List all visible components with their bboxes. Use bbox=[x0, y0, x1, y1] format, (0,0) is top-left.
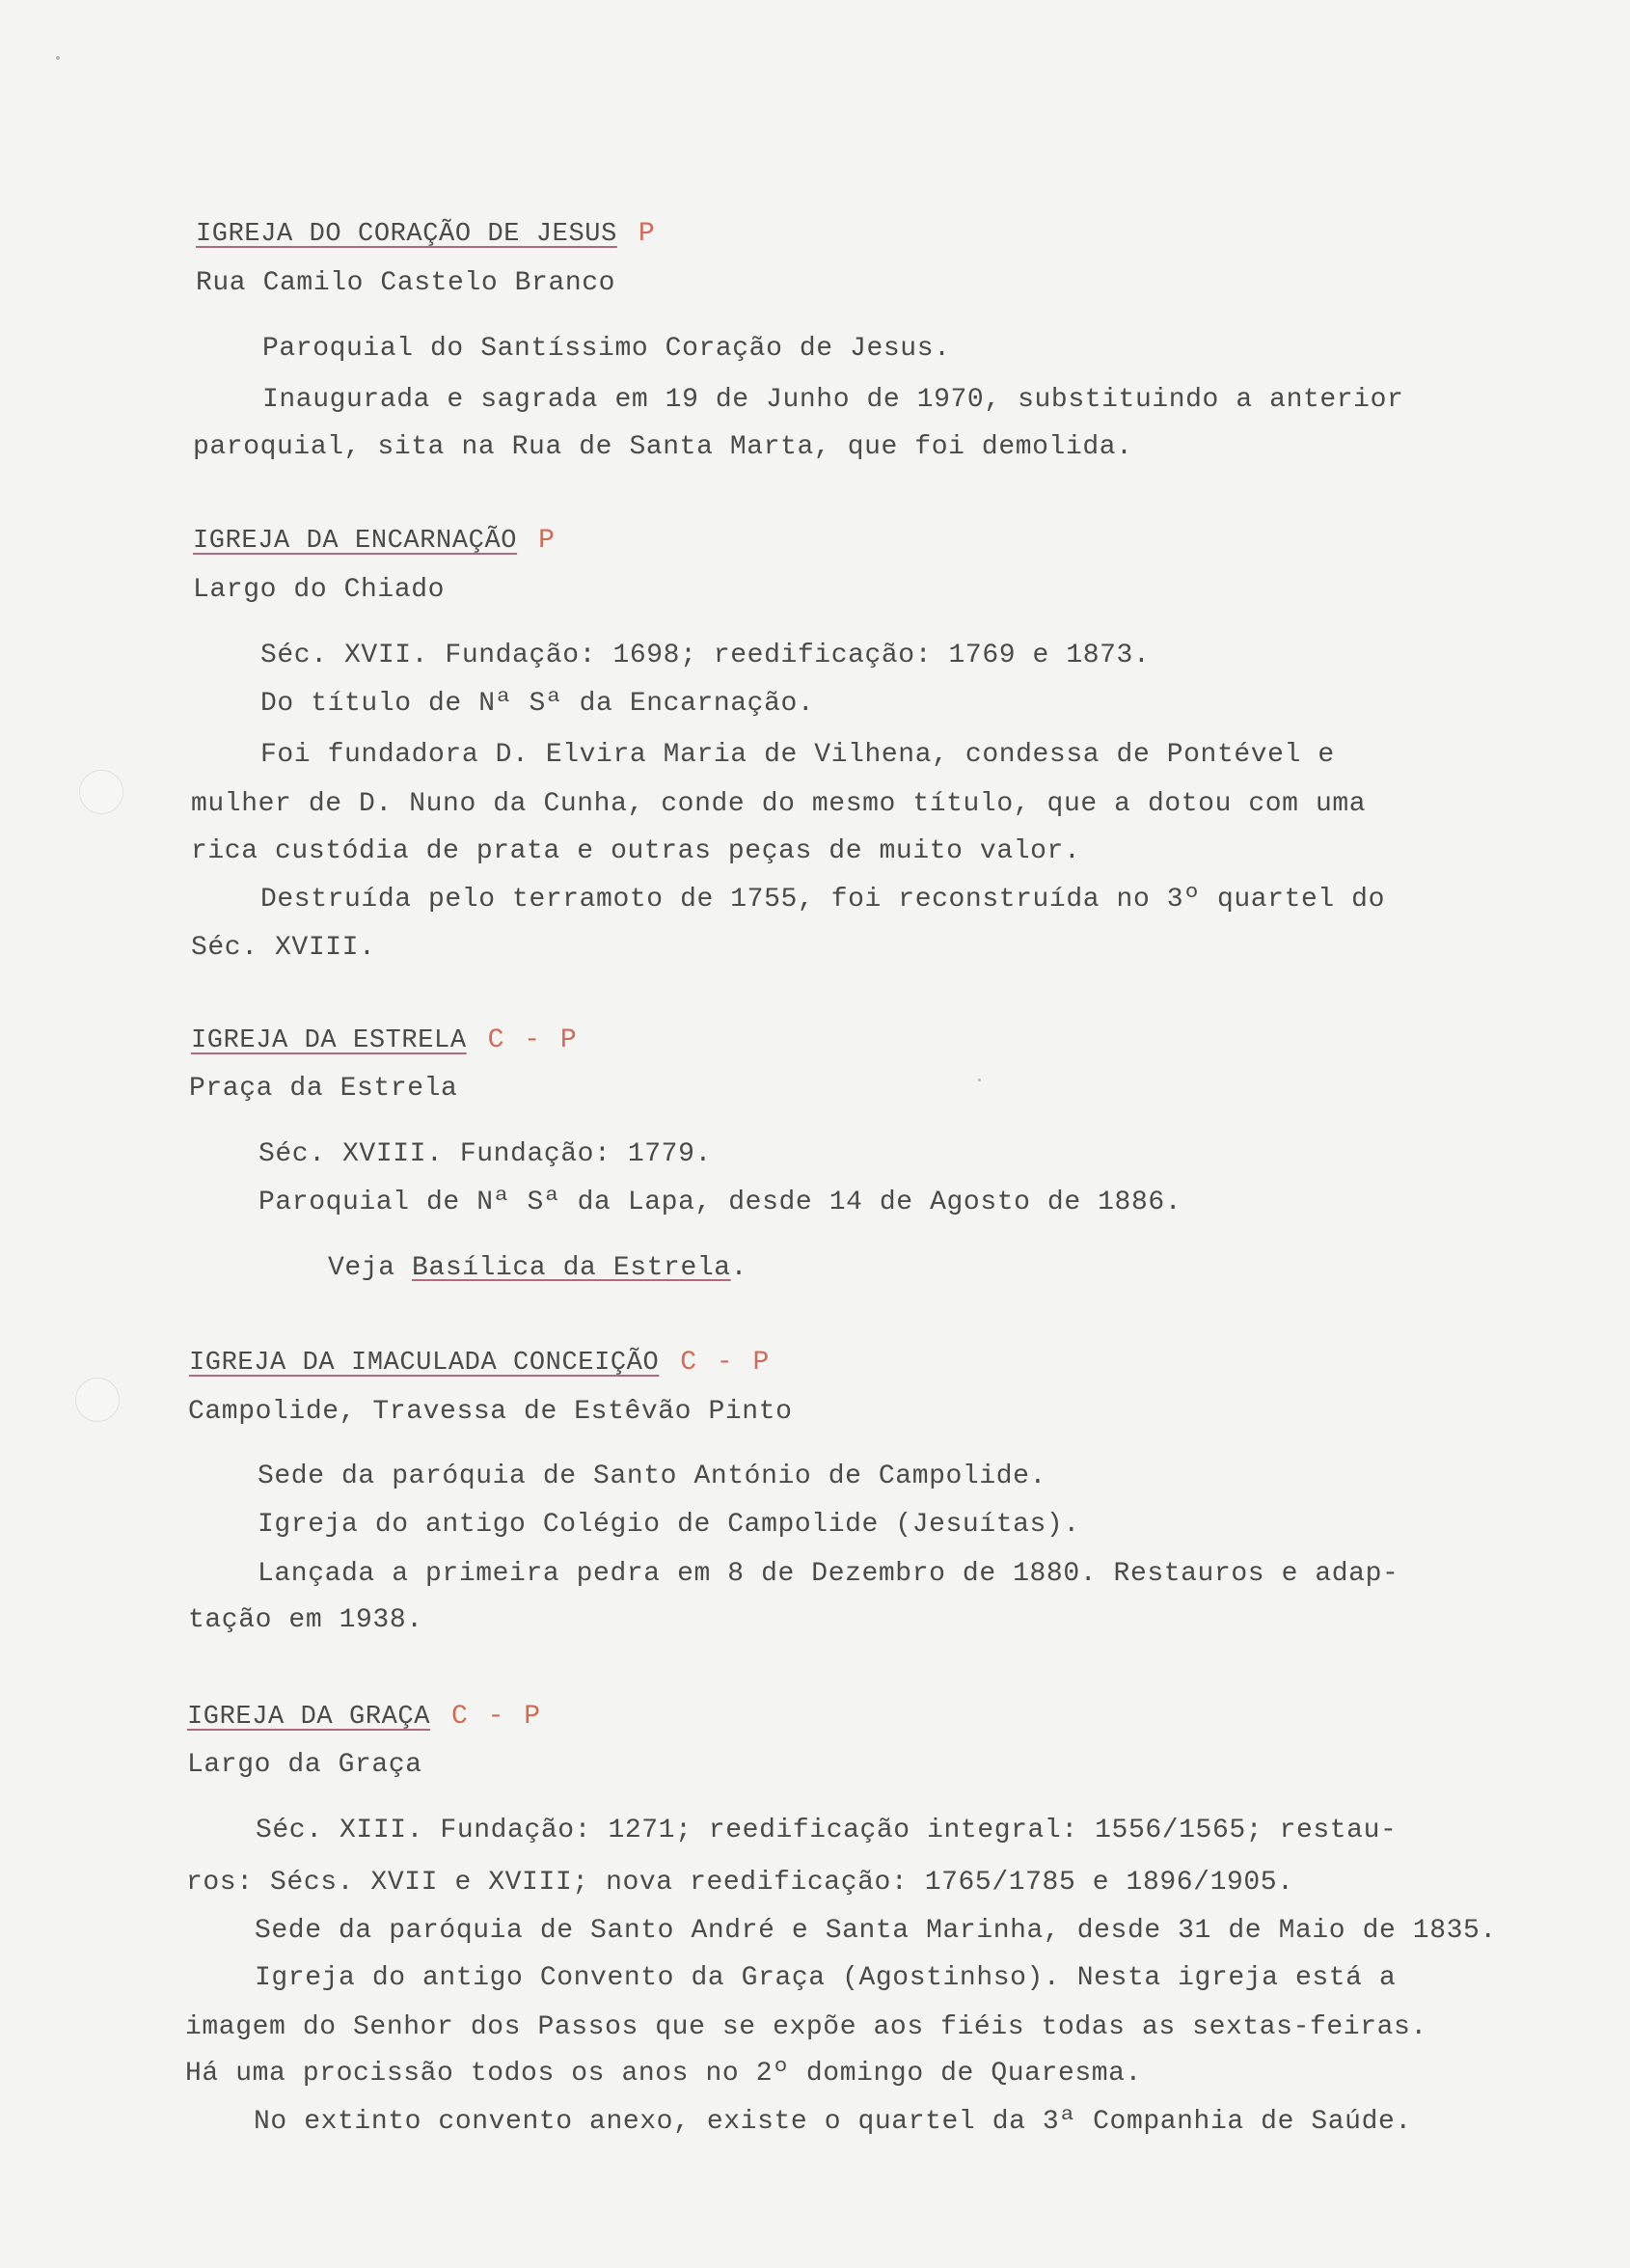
body-line: Paroquial de Nª Sª da Lapa, desde 14 de Agosto de 1886. bbox=[258, 1188, 1182, 1217]
body-line: mulher de D. Nuno da Cunha, conde do mesmo título, que a dotou com uma bbox=[191, 789, 1367, 819]
body-line: Do título de Nª Sª da Encarnação. bbox=[260, 689, 815, 719]
church-address: Largo do Chiado bbox=[193, 575, 446, 605]
paper-speck bbox=[56, 56, 60, 60]
category-code: P bbox=[538, 526, 557, 556]
see-prefix: Veja bbox=[328, 1253, 413, 1283]
see-link[interactable]: Basílica da Estrela bbox=[412, 1253, 731, 1283]
body-line: No extinto convento anexo, existe o quartel da 3ª Companhia de Saúde. bbox=[254, 2107, 1412, 2137]
entry-heading bbox=[196, 218, 657, 251]
body-line: ros: Sécs. XVII e XVIII; nova reedificação: 1765/1785 e 1896/1905. bbox=[186, 1868, 1294, 1898]
church-title: IGREJA DA GRAÇA bbox=[187, 1703, 431, 1732]
body-line: Séc. XVIII. Fundação: 1779. bbox=[258, 1139, 712, 1169]
body-line: Sede da paróquia de Santo António de Campolide. bbox=[258, 1462, 1046, 1491]
body-line: Há uma procissão todos os anos no 2º domingo de Quaresma. bbox=[185, 2059, 1142, 2089]
church-title: IGREJA DO CORAÇÃO DE JESUS bbox=[196, 220, 617, 249]
body-line: Séc. XVIII. bbox=[191, 933, 376, 963]
entry-heading bbox=[191, 1025, 579, 1057]
body-line: Igreja do antigo Convento da Graça (Agostinhso). Nesta igreja está a bbox=[255, 1963, 1397, 1993]
punch-hole bbox=[75, 1378, 120, 1422]
body-line: Destruída pelo terramoto de 1755, foi reconstruída no 3º quartel do bbox=[260, 885, 1385, 915]
church-title: IGREJA DA IMACULADA CONCEIÇÃO bbox=[189, 1349, 660, 1378]
church-title: IGREJA DA ENCARNAÇÃO bbox=[193, 527, 518, 556]
entry-heading bbox=[193, 525, 557, 558]
entry-heading bbox=[187, 1701, 542, 1734]
body-line: tação em 1938. bbox=[188, 1605, 423, 1635]
entry-heading bbox=[189, 1347, 771, 1380]
body-line: Sede da paróquia de Santo André e Santa Marinha, desde 31 de Maio de 1835. bbox=[255, 1916, 1497, 1946]
body-line: Séc. XVII. Fundação: 1698; reedificação: 1769 e 1873. bbox=[260, 641, 1151, 670]
body-line: paroquial, sita na Rua de Santa Marta, que foi demolida. bbox=[193, 432, 1133, 462]
body-line: Paroquial do Santíssimo Coração de Jesus. bbox=[262, 334, 951, 364]
church-address: Rua Camilo Castelo Branco bbox=[196, 268, 616, 298]
category-code: P bbox=[638, 219, 657, 249]
church-address: Praça da Estrela bbox=[189, 1074, 458, 1104]
cross-reference bbox=[328, 1252, 747, 1285]
body-line: Inaugurada e sagrada em 19 de Junho de 1970, substituindo a anterior bbox=[262, 385, 1404, 415]
category-code: C - P bbox=[487, 1025, 579, 1055]
body-line: Séc. XIII. Fundação: 1271; reedificação integral: 1556/1565; restau- bbox=[256, 1816, 1398, 1845]
see-suffix: . bbox=[730, 1253, 748, 1283]
church-title: IGREJA DA ESTRELA bbox=[191, 1026, 467, 1055]
punch-hole bbox=[79, 770, 123, 814]
category-code: C - P bbox=[680, 1348, 772, 1378]
church-address: Largo da Graça bbox=[187, 1750, 422, 1780]
paper-speck bbox=[978, 1079, 981, 1081]
body-line: rica custódia de prata e outras peças de muito valor. bbox=[191, 836, 1081, 866]
body-line: Foi fundadora D. Elvira Maria de Vilhena, condessa de Pontével e bbox=[260, 740, 1335, 770]
body-line: Igreja do antigo Colégio de Campolide (Jesuítas). bbox=[258, 1510, 1080, 1540]
category-code: C - P bbox=[451, 1702, 543, 1732]
body-line: Lançada a primeira pedra em 8 de Dezembro de 1880. Restauros e adap- bbox=[258, 1559, 1399, 1589]
church-address: Campolide, Travessa de Estêvão Pinto bbox=[188, 1397, 793, 1427]
body-line: imagem do Senhor dos Passos que se expõe aos fiéis todas as sextas-feiras. bbox=[185, 2012, 1427, 2042]
